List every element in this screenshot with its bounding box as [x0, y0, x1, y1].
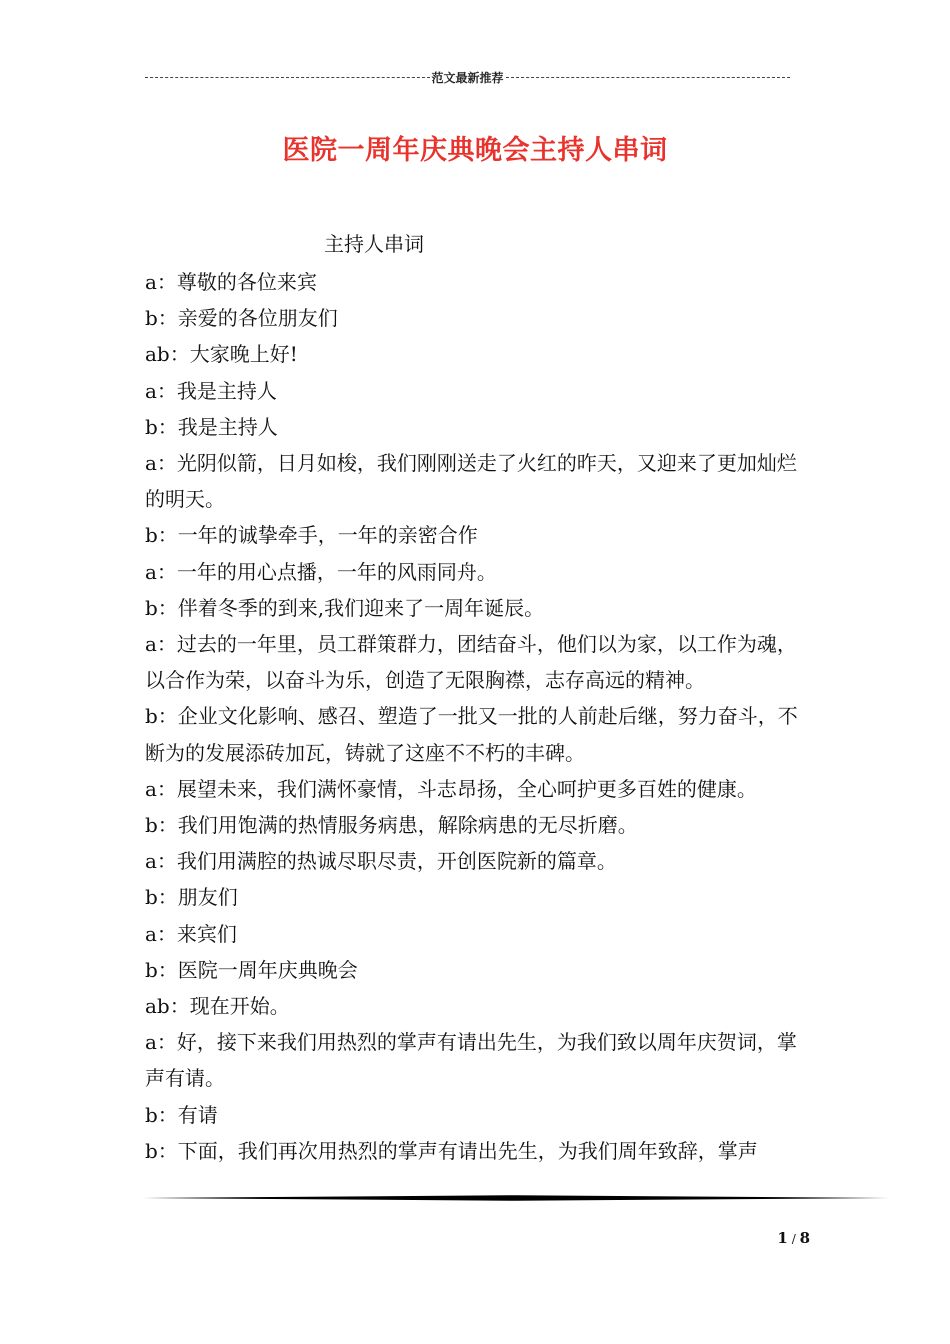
body-paragraph: b：有请 — [145, 1102, 218, 1127]
document-body — [145, 264, 813, 1169]
page-separator: / — [791, 1232, 796, 1246]
header-label: 范文最新推荐 — [431, 70, 504, 85]
body-paragraph: a：尊敬的各位来宾 — [145, 270, 317, 294]
body-paragraph: b：一年的诚挚牵手，一年的亲密合作 — [145, 523, 478, 548]
body-paragraph: a：来宾们 — [145, 921, 237, 946]
header-dashes-right — [506, 77, 790, 78]
footer-rule — [143, 1195, 889, 1201]
page-total: 8 — [799, 1229, 810, 1247]
page-header — [145, 68, 790, 86]
body-paragraph: a：光阴似箭，日月如梭，我们刚刚送走了火红的昨天，又迎来了更加灿烂的明天。 — [145, 451, 797, 512]
body-paragraph: ab：大家晚上好! — [145, 342, 298, 367]
body-paragraph: a：好，接下来我们用热烈的掌声有请出先生，为我们致以周年庆贺词，掌声有请。 — [145, 1030, 797, 1091]
header-dashes-left — [145, 77, 430, 78]
body-paragraph: b：我们用饱满的热情服务病患，解除病患的无尽折磨。 — [145, 813, 638, 838]
body-paragraph: b：亲爱的各位朋友们 — [145, 306, 338, 331]
body-paragraph: a：一年的用心点播，一年的风雨同舟。 — [145, 559, 497, 584]
body-paragraph: b：伴着冬季的到来,我们迎来了一周年诞辰。 — [145, 595, 545, 620]
document-subtitle: 主持人串词 — [324, 232, 424, 256]
body-paragraph: b：下面，我们再次用热烈的掌声有请出先生，为我们周年致辞，掌声 — [145, 1138, 758, 1163]
page-number — [760, 1229, 810, 1247]
body-paragraph: b：企业文化影响、感召、塑造了一批又一批的人前赴后继，努力奋斗，不断为的发展添砖加瓦，铸就了这座不不朽的丰碑。 — [145, 704, 798, 765]
body-paragraph: ab：现在开始。 — [145, 994, 290, 1019]
body-paragraph: b：朋友们 — [145, 885, 238, 910]
document-title: 医院一周年庆典晚会主持人串词 — [282, 135, 668, 166]
body-paragraph: a：我是主持人 — [145, 378, 277, 403]
body-paragraph: b：医院一周年庆典晚会 — [145, 957, 358, 982]
page-current: 1 — [777, 1229, 788, 1247]
body-paragraph: a：我们用满腔的热诚尽职尽责，开创医院新的篇章。 — [145, 849, 617, 874]
body-paragraph: a：展望未来，我们满怀豪情，斗志昂扬，全心呵护更多百姓的健康。 — [145, 776, 757, 801]
body-paragraph: a：过去的一年里，员工群策群力，团结奋斗，他们以为家，以工作为魂，以合作为荣，以奋斗为乐，创造了无限胸襟，志存高远的精神。 — [145, 632, 797, 693]
body-paragraph: b：我是主持人 — [145, 414, 278, 439]
